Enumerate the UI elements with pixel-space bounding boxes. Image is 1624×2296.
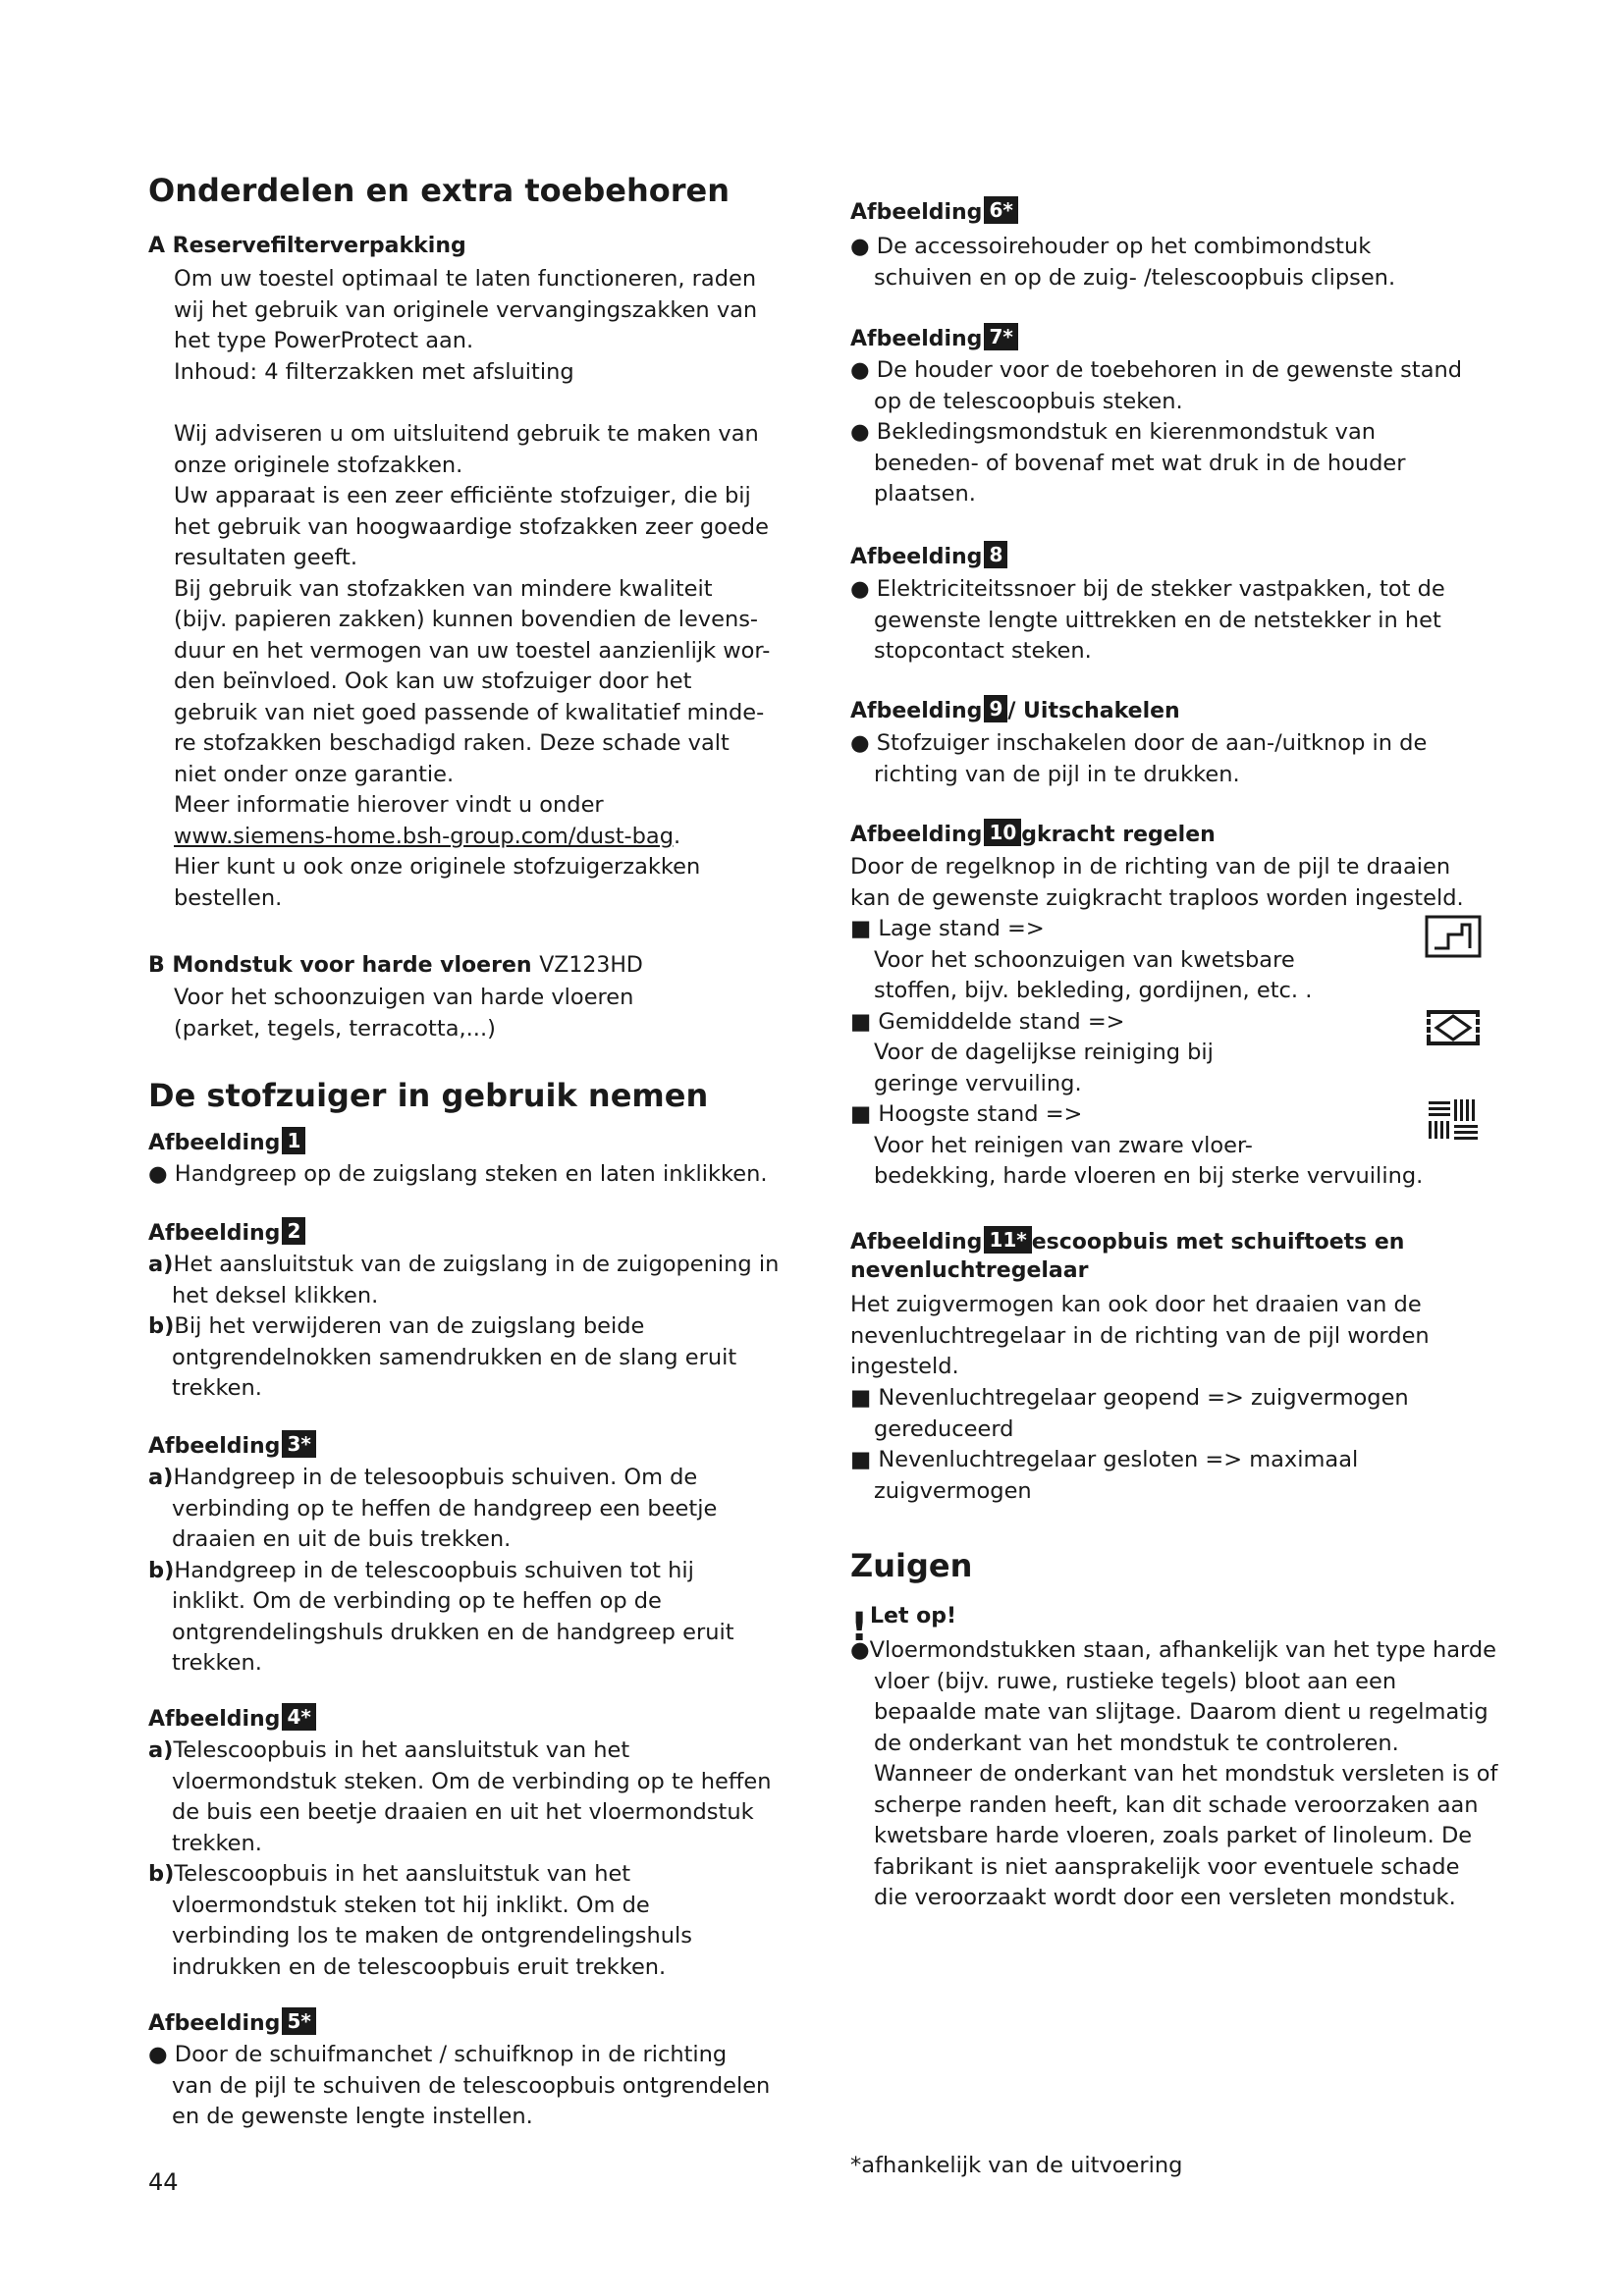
section-title-vacuuming: Zuigen xyxy=(850,1547,973,1584)
figure-badge-5: 5* xyxy=(282,2007,315,2035)
figure-heading-1: Afbeelding 1 xyxy=(148,1127,305,1155)
figure-badge-4: 4* xyxy=(282,1703,315,1731)
para-a-advice: Wij adviseren u om uitsluitend gebruik te maken van onze originele stofzakken. Uw apparaat is een zeer efficiënte stofzuiger, die bij het gebruik van hoogwaardige stofzakken zeer goede resultaten geeft. Bij gebruik van stofzakken van mindere kwaliteit (bijv. papieren zakken) kunnen bovendien de levens- duur en het vermogen van uw toestel aanzienlijk wor- den beïnvloed. Ook kan uw stofzuiger door het gebruik van niet goed passende of kwalitatief minde- re stofzakken beschadigd raken. Deze schade valt niet onder onze garantie. Meer informatie hierover vindt u onder www.siemens-home.bsh-group.com/dust-bag. Hier kunt u ook onze originele stofzuigerzakken bestellen. xyxy=(174,421,771,911)
figure-heading-4: Afbeelding 4* xyxy=(148,1703,316,1732)
warning-text: ●Vloermondstukken staan, afhankelijk van het type harde vloer (bijv. ruwe, rustieke tegels) bloot aan een bepaalde mate van slijtage. Daarom dient u regelmatig de onderkant van het mondstuk te controleren. Wanneer de onderkant van het mondstuk versleten is of scherpe randen heeft, kan dit schade veroorzaken aan kwetsbare harde vloeren, zoals parket of linoleum. De fabrikant is niet aansprakelijk voor eventuele schade die veroorzaakt wordt door een versleten mondstuk. xyxy=(850,1637,1498,1910)
model-number: VZ123HD xyxy=(539,953,643,978)
para-fig11-items: ■ Nevenluchtregelaar geopend => zuigvermogen gereduceerd ■ Nevenluchtregelaar gesloten => maximaal zuigvermogen xyxy=(850,1385,1409,1504)
figure-heading-5: Afbeelding 5* xyxy=(148,2007,316,2036)
figure-heading-11: Afbeelding 11* escoopbuis met schuiftoets en xyxy=(850,1228,1405,1255)
para-fig3: a)Handgreep in de telesoopbuis schuiven. Om de verbinding op te heffen de handgreep een beetje draaien en uit de buis trekken. b)Handgreep in de telescoopbuis schuiven tot hij inklikt. Om de verbinding op te heffen op de ontgrendelingshuls drukken en de handgreep eruit trekken. xyxy=(148,1465,734,1676)
heading-b-floor-nozzle: B Mondstuk voor harde vloeren VZ123HD xyxy=(148,953,643,978)
section-title-parts: Onderdelen en extra toebehoren xyxy=(148,172,730,209)
figure-badge-6: 6* xyxy=(984,196,1017,224)
para-fig5: ● Door de schuifmanchet / schuifknop in de richting van de pijl te schuiven de telescoopbuis ontgrendelen en de gewenste lengte instellen. xyxy=(148,2042,771,2129)
figure-heading-10: Afbeelding 10 gkracht regelen xyxy=(850,821,1216,847)
figure-badge-11: 11* xyxy=(984,1226,1031,1254)
para-fig10-levels: ■ Lage stand => Voor het schoonzuigen van kwetsbare stoffen, bijv. bekleding, gordijnen, etc. . ■ Gemiddelde stand => Voor de dagelijkse reiniging bij geringe vervuiling. ■ Hoogste stand => Voor het reinigen van zware vloer- bedekking, harde vloeren en bij sterke vervuiling. xyxy=(850,916,1424,1189)
para-fig1: ● Handgreep op de zuigslang steken en laten inklikken. xyxy=(148,1161,768,1187)
figure-heading-7: Afbeelding 7* xyxy=(850,323,1018,351)
section-title-usage: De stofzuiger in gebruik nemen xyxy=(148,1077,709,1114)
heading-a-filter-pack: A Reservefilterverpakking xyxy=(148,234,466,258)
figure-badge-10: 10 xyxy=(984,819,1021,846)
para-b: Voor het schoonzuigen van harde vloeren (parket, tegels, terracotta,...) xyxy=(174,985,634,1041)
warning-title: Let op! xyxy=(870,1604,957,1629)
high-power-hard-floor-icon xyxy=(1425,1097,1482,1141)
footnote: *afhankelijk van de uitvoering xyxy=(850,2153,1183,2178)
low-power-upholstery-icon xyxy=(1425,915,1482,958)
figure-heading-9: Afbeelding 9 / Uitschakelen xyxy=(850,697,1180,723)
para-fig4: a)Telescoopbuis in het aansluitstuk van het vloermondstuk steken. Om de verbinding op te heffen de buis een beetje draaien en uit het vloermondstuk trekken. b)Telescoopbuis in het aansluitstuk van het vloermondstuk steken tot hij inklikt. Om de verbinding los te maken de ontgrendelingshuls indrukken en de telescoopbuis eruit trekken. xyxy=(148,1737,772,1980)
para-fig2: a)Het aansluitstuk van de zuigslang in de zuigopening in het deksel klikken. b)Bij het verwijderen van de zuigslang beide ontgrendelnokken samendrukken en de slang eruit trekken. xyxy=(148,1252,780,1401)
exclamation-icon: ! xyxy=(850,1605,869,1650)
figure-heading-3: Afbeelding 3* xyxy=(148,1430,316,1459)
para-fig11-intro: Het zuigvermogen kan ook door het draaien van de nevenluchtregelaar in de richting van de pijl worden ingesteld. xyxy=(850,1292,1430,1379)
figure-heading-6: Afbeelding 6* xyxy=(850,196,1018,225)
figure-badge-1: 1 xyxy=(282,1127,305,1154)
figure-badge-7: 7* xyxy=(984,323,1017,350)
para-fig10-intro: Door de regelknop in de richting van de pijl te draaien kan de gewenste zuigkracht traploos worden ingesteld. xyxy=(850,854,1464,911)
figure-badge-9: 9 xyxy=(984,695,1007,722)
figure-badge-3: 3* xyxy=(282,1430,315,1458)
para-fig9: ● Stofzuiger inschakelen door de aan-/uitknop in de richting van de pijl in te drukken. xyxy=(850,730,1428,787)
para-fig7: ● De houder voor de toebehoren in de gewenste stand op de telescoopbuis steken. ● Bekledingsmondstuk en kierenmondstuk van beneden- of bovenaf met wat druk in de houder plaatsen. xyxy=(850,357,1463,507)
figure-heading-8: Afbeelding 8 xyxy=(850,541,1007,569)
page-number: 44 xyxy=(148,2168,179,2196)
figure-heading-11-line2: nevenluchtregelaar xyxy=(850,1258,1089,1283)
dust-bag-link[interactable]: www.siemens-home.bsh-group.com/dust-bag xyxy=(174,823,674,849)
para-fig6: ● De accessoirehouder op het combimondstuk schuiven en op de zuig- /telescoopbuis clipsen. xyxy=(850,234,1396,291)
para-a-intro: Om uw toestel optimaal te laten functioneren, raden wij het gebruik van originele vervangingszakken van het type PowerProtect aan. Inhoud: 4 filterzakken met afsluiting xyxy=(174,266,758,385)
medium-power-carpet-icon xyxy=(1425,1006,1482,1049)
figure-badge-2: 2 xyxy=(282,1217,305,1245)
para-fig8: ● Elektriciteitssnoer bij de stekker vastpakken, tot de gewenste lengte uittrekken en de netstekker in het stopcontact steken. xyxy=(850,576,1445,664)
figure-heading-2: Afbeelding 2 xyxy=(148,1217,305,1246)
figure-badge-8: 8 xyxy=(984,541,1007,568)
